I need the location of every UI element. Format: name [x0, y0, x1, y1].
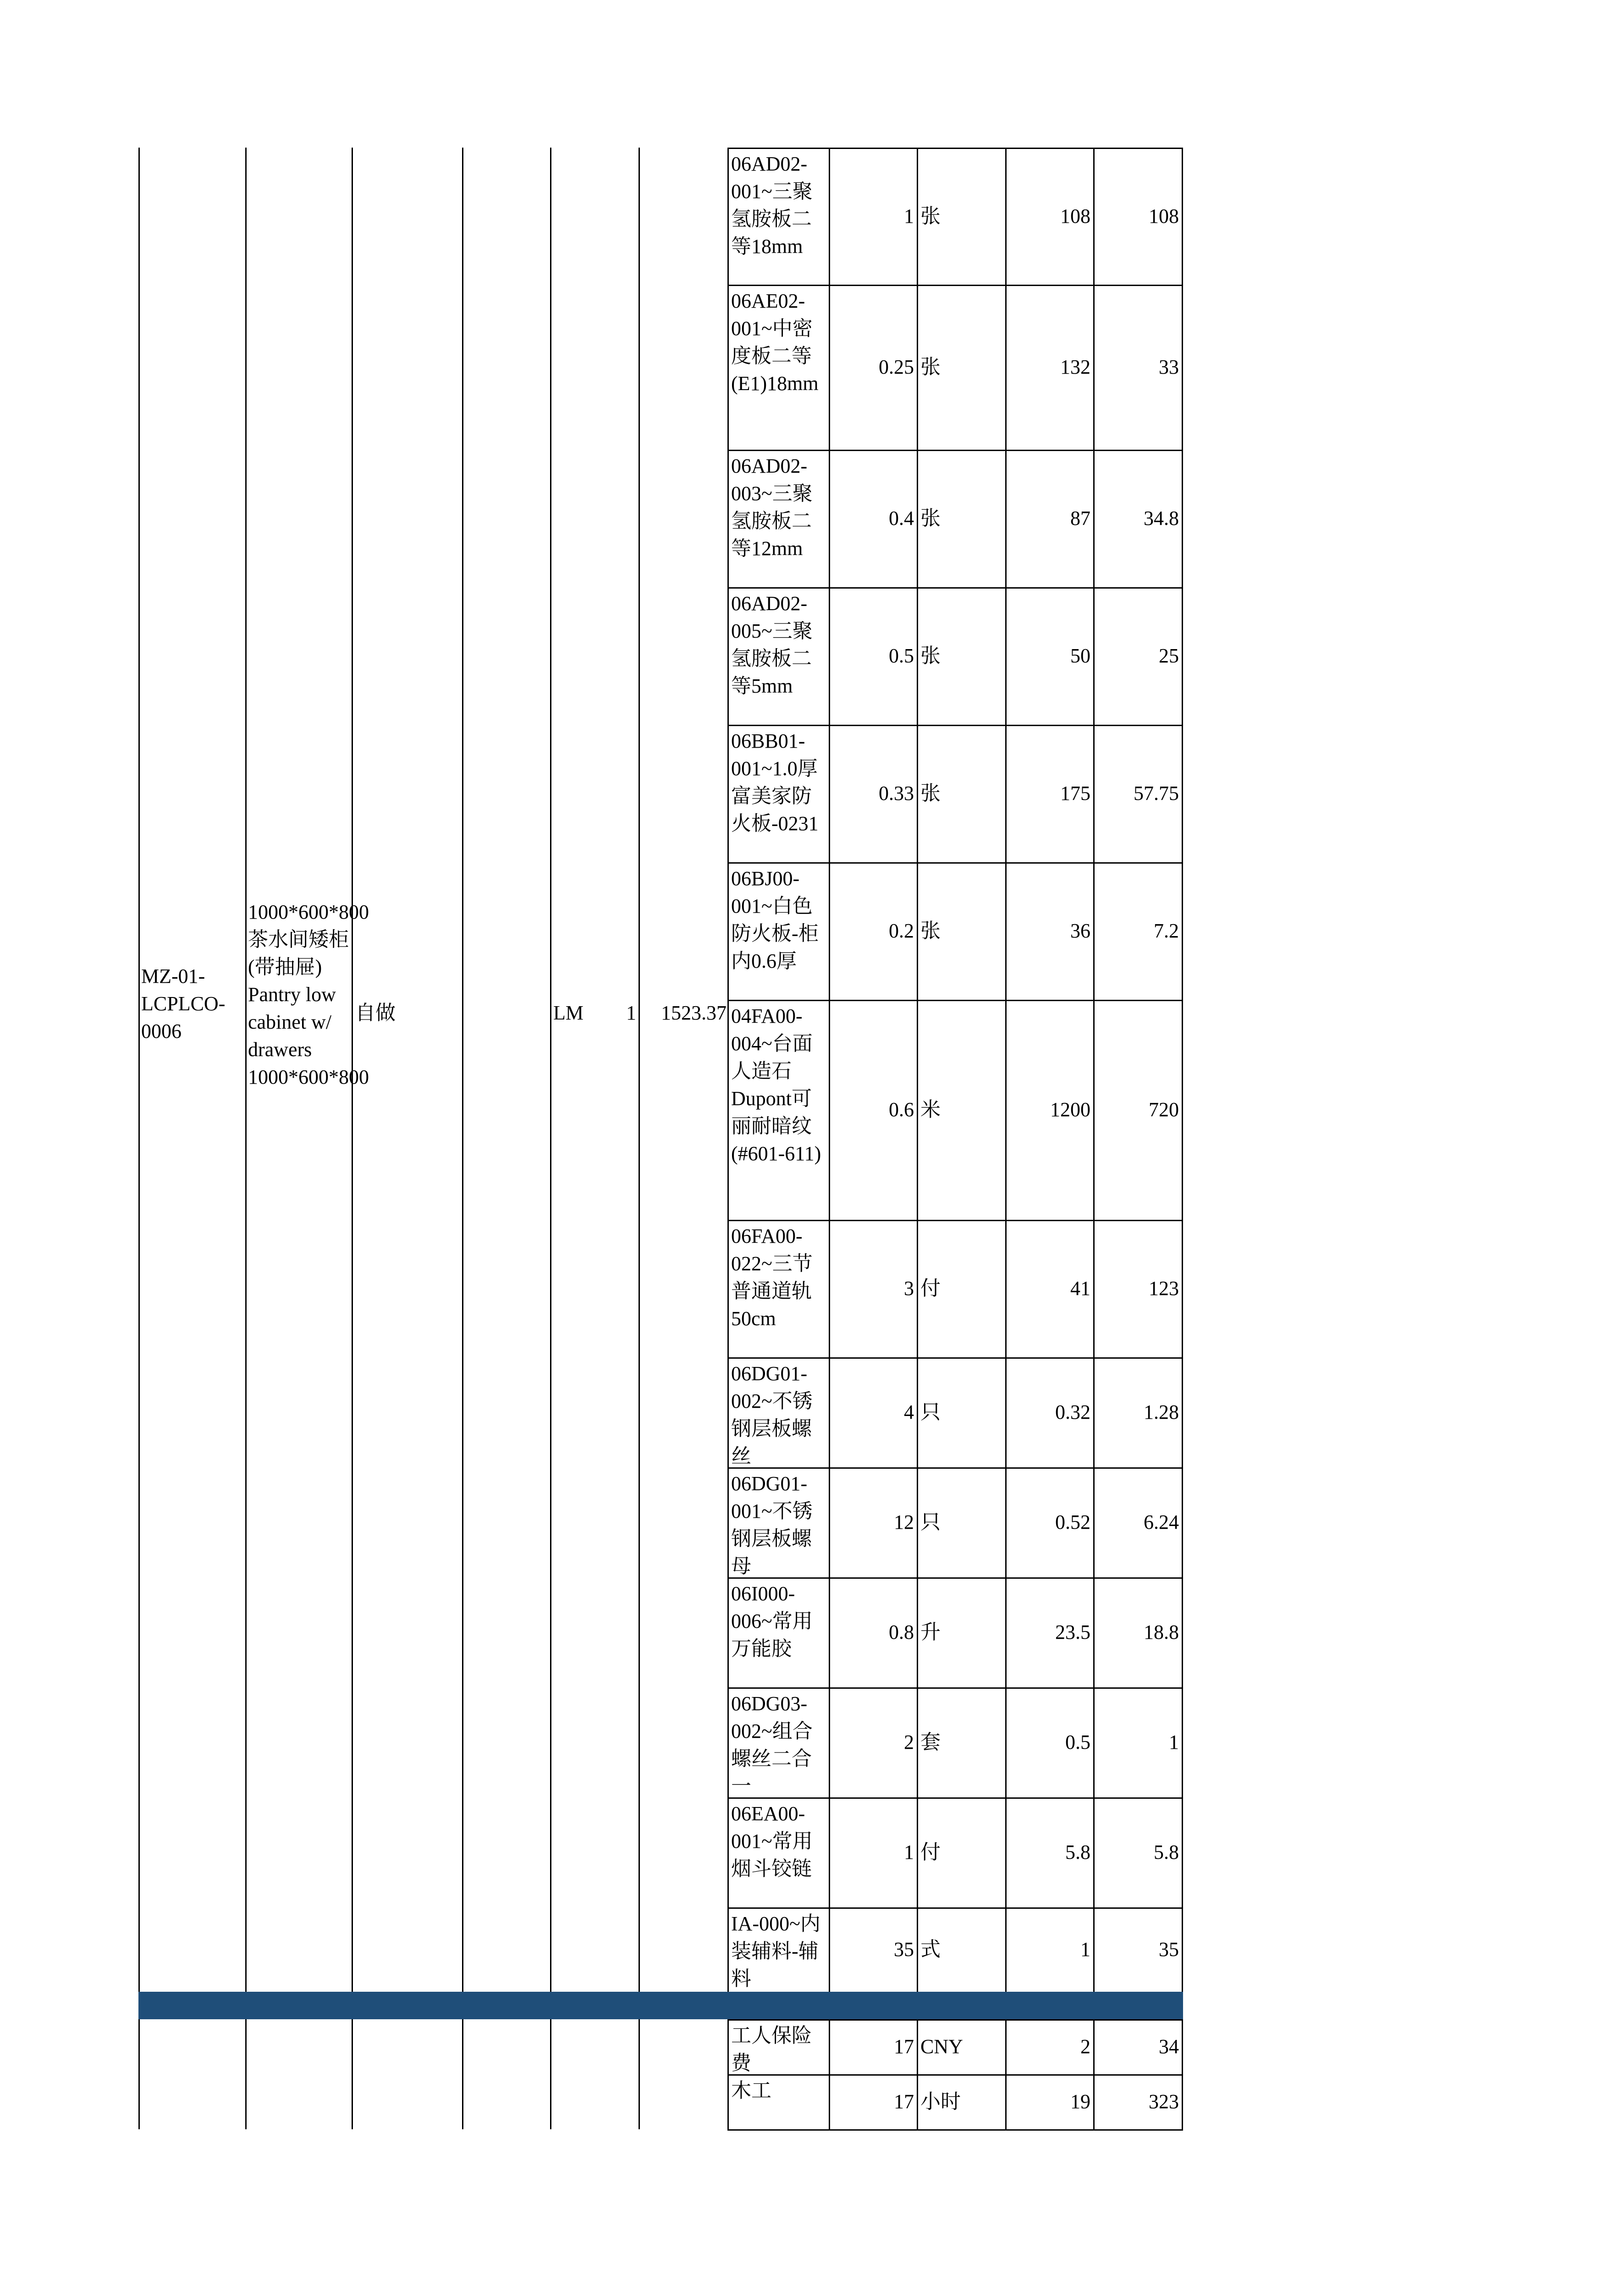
item-qty[interactable]: 1 — [626, 1002, 636, 1024]
material-amount[interactable]: 108 — [1149, 204, 1179, 227]
material-name[interactable]: 06DG01-001~不锈钢层板螺母 — [731, 1472, 813, 1577]
grid-vline-right — [917, 148, 918, 2129]
grid-vline-left — [639, 148, 640, 2129]
labor-name[interactable]: 木工 — [731, 2079, 771, 2102]
material-price[interactable]: 36 — [1070, 920, 1090, 942]
material-qty[interactable]: 1 — [904, 1841, 914, 1863]
grid-vline-left — [245, 148, 247, 2129]
section-band — [138, 1992, 1183, 2019]
grid-hline — [727, 2129, 1183, 2131]
material-qty[interactable]: 0.4 — [889, 507, 914, 529]
material-qty[interactable]: 0.25 — [879, 356, 914, 378]
material-qty[interactable]: 0.33 — [879, 782, 914, 804]
labor-amount[interactable]: 323 — [1149, 2090, 1179, 2113]
labor-amount[interactable]: 34 — [1159, 2035, 1179, 2058]
material-amount[interactable]: 1 — [1169, 1731, 1179, 1753]
material-price[interactable]: 87 — [1070, 507, 1090, 529]
material-unit[interactable]: 付 — [920, 1841, 941, 1863]
material-unit[interactable]: 升 — [920, 1621, 941, 1643]
material-unit[interactable]: 张 — [920, 356, 941, 378]
material-qty[interactable]: 4 — [904, 1401, 914, 1423]
material-name[interactable]: 06DG03-002~组合螺丝二合一 — [731, 1692, 813, 1797]
material-unit[interactable]: 套 — [920, 1731, 941, 1753]
material-price[interactable]: 1 — [1080, 1938, 1090, 1961]
labor-qty[interactable]: 17 — [894, 2035, 914, 2058]
material-unit[interactable]: 只 — [920, 1401, 941, 1423]
material-price[interactable]: 0.52 — [1055, 1511, 1090, 1533]
labor-name[interactable]: 工人保险费 — [731, 2024, 812, 2074]
item-unit[interactable]: LM — [553, 1002, 584, 1024]
material-amount[interactable]: 1.28 — [1144, 1401, 1179, 1423]
grid-vline-left — [138, 148, 140, 2129]
material-price[interactable]: 0.32 — [1055, 1401, 1090, 1423]
material-price[interactable]: 50 — [1070, 645, 1090, 667]
material-amount[interactable]: 7.2 — [1154, 920, 1179, 942]
grid-vline-right — [727, 148, 729, 2129]
grid-vline-right — [1182, 148, 1183, 2129]
grid-vline-left — [462, 148, 463, 2129]
labor-qty[interactable]: 17 — [894, 2090, 914, 2113]
labor-unit[interactable]: CNY — [920, 2035, 963, 2058]
material-price[interactable]: 108 — [1060, 204, 1090, 227]
material-price[interactable]: 132 — [1060, 356, 1090, 378]
material-amount[interactable]: 33 — [1159, 356, 1179, 378]
material-amount[interactable]: 18.8 — [1144, 1621, 1179, 1643]
material-qty[interactable]: 0.8 — [889, 1621, 914, 1643]
material-amount[interactable]: 34.8 — [1144, 507, 1179, 529]
material-amount[interactable]: 720 — [1149, 1098, 1179, 1121]
material-name[interactable]: 06AD02-005~三聚氢胺板二等5mm — [731, 592, 813, 697]
material-unit[interactable]: 张 — [920, 920, 941, 942]
material-name[interactable]: 06BB01-001~1.0厚富美家防火板-0231 — [731, 730, 819, 835]
material-price[interactable]: 0.5 — [1065, 1731, 1090, 1753]
material-amount[interactable]: 6.24 — [1144, 1511, 1179, 1533]
material-qty[interactable]: 0.2 — [889, 920, 914, 942]
item-total[interactable]: 1523.37 — [661, 1002, 727, 1024]
material-amount[interactable]: 35 — [1159, 1938, 1179, 1961]
material-qty[interactable]: 3 — [904, 1277, 914, 1300]
material-unit[interactable]: 付 — [920, 1277, 941, 1300]
material-qty[interactable]: 0.6 — [889, 1098, 914, 1121]
material-price[interactable]: 5.8 — [1065, 1841, 1090, 1863]
material-unit[interactable]: 张 — [920, 507, 941, 529]
material-unit[interactable]: 式 — [920, 1938, 941, 1961]
material-price[interactable]: 23.5 — [1055, 1621, 1090, 1643]
material-name[interactable]: 06DG01-002~不锈钢层板螺丝 — [731, 1362, 813, 1467]
material-qty[interactable]: 1 — [904, 204, 914, 227]
material-unit[interactable]: 张 — [920, 645, 941, 667]
material-qty[interactable]: 35 — [894, 1938, 914, 1961]
material-name[interactable]: 04FA00-004~台面人造石Dupont可丽耐暗纹(#601-611) — [731, 1005, 821, 1165]
material-name[interactable]: 06EA00-001~常用烟斗铰链 — [731, 1802, 813, 1880]
labor-unit[interactable]: 小时 — [920, 2090, 961, 2113]
material-qty[interactable]: 0.5 — [889, 645, 914, 667]
material-name[interactable]: 06AD02-003~三聚氢胺板二等12mm — [731, 455, 813, 560]
material-amount[interactable]: 25 — [1159, 645, 1179, 667]
labor-price[interactable]: 2 — [1080, 2035, 1090, 2058]
material-amount[interactable]: 123 — [1149, 1277, 1179, 1300]
material-name[interactable]: 06I000-006~常用万能胶 — [731, 1582, 813, 1660]
grid-vline-left — [550, 148, 551, 2129]
material-name[interactable]: 06BJ00-001~白色防火板-柜内0.6厚 — [731, 867, 819, 972]
material-qty[interactable]: 2 — [904, 1731, 914, 1753]
material-name[interactable]: IA-000~内装辅料-辅料 — [731, 1912, 820, 1990]
material-unit[interactable]: 只 — [920, 1511, 941, 1533]
material-unit[interactable]: 米 — [920, 1098, 941, 1121]
material-amount[interactable]: 57.75 — [1134, 782, 1179, 804]
material-amount[interactable]: 5.8 — [1154, 1841, 1179, 1863]
material-name[interactable]: 06AD02-001~三聚氢胺板二等18mm — [731, 153, 813, 258]
material-qty[interactable]: 12 — [894, 1511, 914, 1533]
item-description[interactable]: 1000*600*800茶水间矮柜(带抽屉) Pantry low cabinet w/ drawers 1000*600*800 — [248, 901, 369, 1088]
material-price[interactable]: 1200 — [1050, 1098, 1090, 1121]
labor-price[interactable]: 19 — [1070, 2090, 1090, 2113]
material-name[interactable]: 06AE02-001~中密度板二等(E1)18mm — [731, 290, 819, 395]
material-unit[interactable]: 张 — [920, 782, 941, 804]
item-source[interactable]: 自做 — [355, 1002, 396, 1024]
material-name[interactable]: 06FA00-022~三节普通道轨50cm — [731, 1225, 813, 1330]
material-price[interactable]: 41 — [1070, 1277, 1090, 1300]
grid-vline-left — [352, 148, 353, 2129]
item-code[interactable]: MZ-01-LCPLCO-0006 — [141, 965, 226, 1042]
material-price[interactable]: 175 — [1060, 782, 1090, 804]
material-unit[interactable]: 张 — [920, 204, 941, 227]
